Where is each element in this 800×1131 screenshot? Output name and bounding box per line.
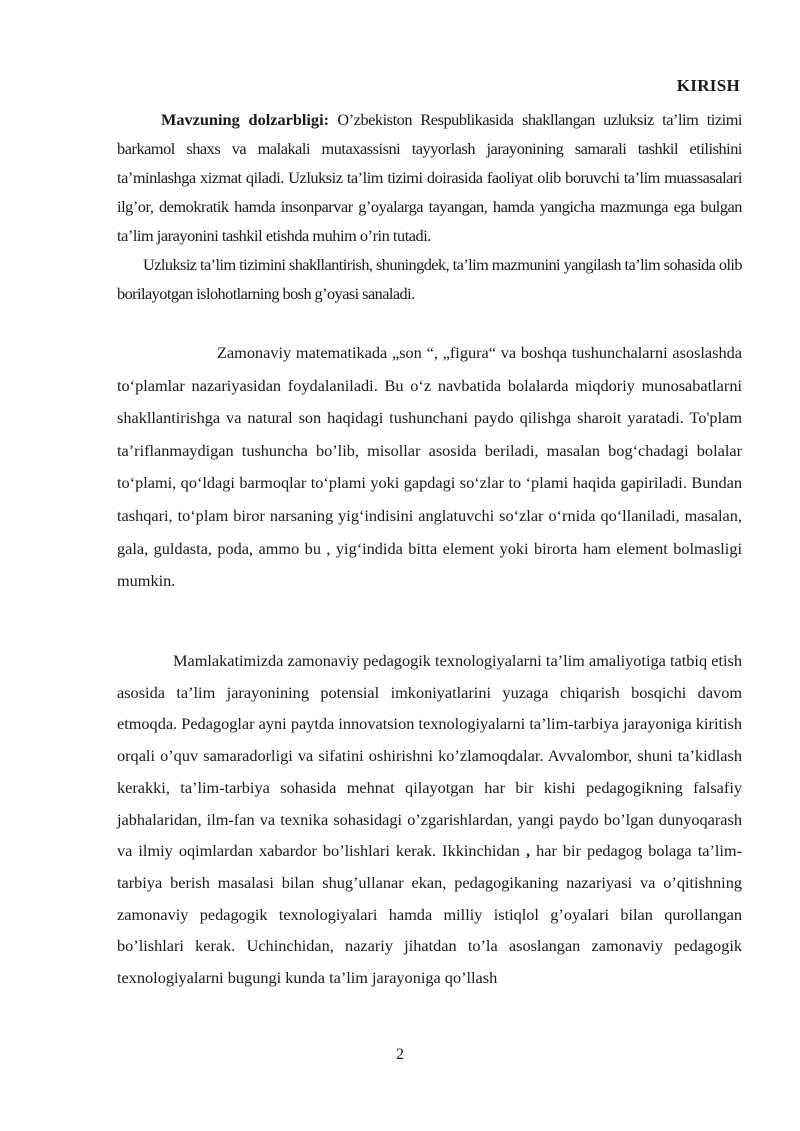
reform-paragraph: Uzluksiz ta’lim tizimini shakllantirish, shuningdek, ta’lim mazmunini yangilash ta’lim sohasida olib borilayotgan islohotlarning bosh g’oyasi sanaladi. [117,255,742,303]
relevance-text: O’zbekiston Respublikasida shakllangan uzluksiz ta’lim tizimi barkamol shaxs va malakali mutaxassisni tayyorlash jarayonining samarali tashkil etilishini ta’minlashga xizmat qiladi. Uzluksiz ta’lim tizimi doirasida faoliyat olib boruvchi ta’lim muassasalari ilg’or, demokratik hamda insonparvar g’oyalarga tayangan, hamda yangicha mazmunga ega bulgan ta’lim jarayonini tashkil etishda muhim o’rin tutadi. [117,110,742,245]
relevance-paragraph [117,105,742,250]
section-heading: KIRISH [676,76,740,95]
technology-bold-comma: , [519,841,531,861]
sets-paragraph: Zamonaviy matematikada „son “, „figura“ va boshqa tushunchalarni asoslashda to‘plamlar nazariyasidan foydalaniladi. Bu o‘z navbatida bolalarda miqdoriy munosabatlarni shakllantirishga va natural son haqidagi tushunchani paydo qilishga sharoit yaratadi. To'plam ta’riflanmaydigan tushuncha bo’lib, misollar asosida beriladi, masalan bog‘chadagi bolalar to‘plami, qo‘ldagi barmoqlar to‘plami yoki gapdagi so‘zlar to ‘plami haqida gapiriladi. Bundan tashqari, to‘plam biror narsaning yig‘indisini anglatuvchi so‘zlar o‘rnida qo‘llaniladi, masalan, gala, guldasta, poda, ammo bu , yig‘indida bitta element yoki birorta ham element bolmasligi mumkin. [117,343,742,591]
intro-block [117,105,742,308]
technology-text-1: Mamlakatimizda zamonaviy pedagogik texnologiyalarni ta’lim amaliyotiga tatbiq etish asosida ta’lim jarayonining potensial imkoniyatlarini yuzaga chiqarish bosqichi davom etmoqda. Pedagoglar ayni paytda innovatsion texnologiyalarni ta’lim-tarbiya jarayoniga kiritish orqali o’quv samaradorligi va sifatini oshirishni ko’zlamoqdalar. Avvalombor, shuni ta’kidlash kerakki, ta’lim-tarbiya sohasida mehnat qilayotgan har bir kishi pedagogikning falsafiy jabhalaridan, ilm-fan va texnika sohasidagi o’zgarishlardan, yangi paydo bo’lgan dunyoqarash va ilmiy oqimlardan xabardor bo’lishlari kerak. Ikkinchidan [117,651,742,861]
technology-text-2: har bir pedagog bolaga ta’lim-tarbiya berish masalasi bilan shug’ullanar ekan, pedagogikaning nazariyasi va o’qitishning zamonaviy pedagogik texnologiyalari hamda milliy istiqlol g’oyalari bilan qurollangan bo’lishlari kerak. Uchinchidan, nazariy jihatdan to’la asoslangan zamonaviy pedagogik texnologiyalarni bugungi kunda ta’lim jarayoniga qo’llash [117,841,742,988]
technology-paragraph [117,645,742,994]
page-number: 2 [396,1046,404,1063]
relevance-label: Mavzuning dolzarbligi: [161,110,330,129]
